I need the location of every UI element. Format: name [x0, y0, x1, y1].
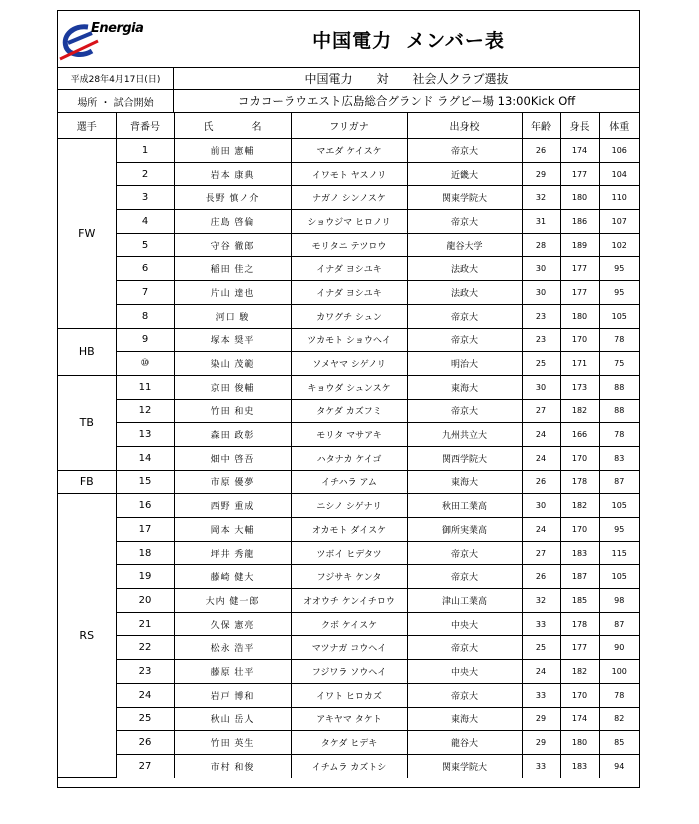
player-number: 1: [116, 139, 174, 163]
player-height: 180: [560, 186, 599, 210]
player-age: 27: [522, 541, 560, 565]
player-height: 166: [560, 423, 599, 447]
player-age: 33: [522, 612, 560, 636]
player-height: 189: [560, 233, 599, 257]
player-school: 帝京大: [407, 636, 522, 660]
player-school: 法政大: [407, 257, 522, 281]
player-age: 23: [522, 304, 560, 328]
player-kana: イワモト ヤスノリ: [291, 162, 407, 186]
table-row: [58, 139, 639, 163]
player-kana: ソメヤマ シゲノリ: [291, 352, 407, 376]
matchup-vs: 対: [376, 72, 389, 86]
player-school: 関東学院大: [407, 754, 522, 777]
player-number: 26: [116, 731, 174, 755]
player-weight: 105: [599, 565, 639, 589]
table-row: [58, 541, 639, 565]
player-age: 29: [522, 707, 560, 731]
player-age: 28: [522, 233, 560, 257]
player-height: 182: [560, 399, 599, 423]
player-name: 竹田 和史: [174, 399, 291, 423]
player-age: 30: [522, 494, 560, 518]
player-number: 18: [116, 541, 174, 565]
player-number: 23: [116, 660, 174, 684]
player-kana: フジサキ ケンタ: [291, 565, 407, 589]
player-age: 26: [522, 139, 560, 163]
player-name: 長野 慎ノ介: [174, 186, 291, 210]
player-name: 京田 俊輔: [174, 375, 291, 399]
player-number: 24: [116, 683, 174, 707]
page-title: [178, 11, 639, 67]
player-kana: イナダ ヨシユキ: [291, 257, 407, 281]
player-name: 河口 駿: [174, 304, 291, 328]
player-weight: 78: [599, 423, 639, 447]
player-height: 170: [560, 328, 599, 352]
player-weight: 87: [599, 612, 639, 636]
player-height: 177: [560, 162, 599, 186]
player-number: 4: [116, 210, 174, 234]
player-weight: 105: [599, 494, 639, 518]
player-number: 5: [116, 233, 174, 257]
player-height: 180: [560, 304, 599, 328]
table-row: [58, 375, 639, 399]
player-school: 御所実業高: [407, 518, 522, 542]
player-kana: オオウチ ケンイチロウ: [291, 589, 407, 613]
player-age: 30: [522, 281, 560, 305]
player-age: 26: [522, 470, 560, 494]
member-sheet: [57, 10, 640, 788]
player-kana: イナダ ヨシユキ: [291, 281, 407, 305]
player-weight: 82: [599, 707, 639, 731]
table-row: [58, 186, 639, 210]
position-group: RS: [58, 494, 116, 778]
player-name: 藤崎 健大: [174, 565, 291, 589]
player-number: 7: [116, 281, 174, 305]
player-weight: 78: [599, 683, 639, 707]
player-weight: 78: [599, 328, 639, 352]
table-row: [58, 210, 639, 234]
player-weight: 83: [599, 446, 639, 470]
player-weight: 105: [599, 304, 639, 328]
table-row: [58, 352, 639, 376]
header-row: [58, 112, 639, 139]
player-name: 竹田 英生: [174, 731, 291, 755]
player-height: 174: [560, 139, 599, 163]
player-name: 片山 達也: [174, 281, 291, 305]
player-school: 中央大: [407, 660, 522, 684]
player-height: 174: [560, 707, 599, 731]
player-weight: 115: [599, 541, 639, 565]
player-kana: アキヤマ タケト: [291, 707, 407, 731]
player-name: 守谷 徹郎: [174, 233, 291, 257]
table-row: [58, 683, 639, 707]
player-name: 塚本 奨平: [174, 328, 291, 352]
player-name: 庄島 啓倫: [174, 210, 291, 234]
position-group: FW: [58, 139, 116, 329]
roster-body: [58, 139, 639, 778]
player-kana: カワグチ シュン: [291, 304, 407, 328]
player-number: 17: [116, 518, 174, 542]
player-weight: 110: [599, 186, 639, 210]
player-number: 22: [116, 636, 174, 660]
player-school: 近畿大: [407, 162, 522, 186]
player-name: 久保 憲亮: [174, 612, 291, 636]
player-number: 21: [116, 612, 174, 636]
player-height: 170: [560, 683, 599, 707]
player-age: 32: [522, 589, 560, 613]
col-height: 身長: [560, 112, 599, 139]
table-row: [58, 612, 639, 636]
player-kana: タケダ ヒデキ: [291, 731, 407, 755]
player-weight: 95: [599, 257, 639, 281]
player-age: 24: [522, 518, 560, 542]
player-school: 中央大: [407, 612, 522, 636]
matchup: [174, 68, 639, 89]
player-weight: 75: [599, 352, 639, 376]
table-row: [58, 565, 639, 589]
player-height: 177: [560, 281, 599, 305]
player-name: 稲田 佳之: [174, 257, 291, 281]
col-name-b: 名: [251, 121, 262, 133]
player-school: 東海大: [407, 375, 522, 399]
player-age: 24: [522, 660, 560, 684]
player-height: 177: [560, 636, 599, 660]
player-weight: 95: [599, 518, 639, 542]
player-age: 29: [522, 162, 560, 186]
position-group: FB: [58, 470, 116, 494]
col-name-a: 氏: [203, 121, 214, 133]
player-number: 27: [116, 754, 174, 777]
player-height: 187: [560, 565, 599, 589]
player-kana: クボ ケイスケ: [291, 612, 407, 636]
matchup-away: 社会人クラブ選抜: [412, 72, 509, 86]
player-name: 大内 健一郎: [174, 589, 291, 613]
player-school: 関西学院大: [407, 446, 522, 470]
player-school: 秋田工業高: [407, 494, 522, 518]
player-weight: 106: [599, 139, 639, 163]
table-row: [58, 470, 639, 494]
venue-value: コカコーラウエスト広島総合グランド ラグビー場 13:00Kick Off: [237, 94, 576, 108]
player-height: 183: [560, 754, 599, 777]
player-name: 森田 政彰: [174, 423, 291, 447]
player-kana: イチムラ カズトシ: [291, 754, 407, 777]
player-age: 25: [522, 636, 560, 660]
player-kana: モリタニ テツロウ: [291, 233, 407, 257]
player-weight: 98: [599, 589, 639, 613]
player-height: 182: [560, 494, 599, 518]
player-name: 岩戸 博和: [174, 683, 291, 707]
player-height: 180: [560, 731, 599, 755]
player-kana: ショウジマ ヒロノリ: [291, 210, 407, 234]
col-number: 背番号: [116, 112, 174, 139]
player-name: 坪井 秀龍: [174, 541, 291, 565]
player-age: 23: [522, 328, 560, 352]
player-number: 19: [116, 565, 174, 589]
player-height: 171: [560, 352, 599, 376]
player-number: 14: [116, 446, 174, 470]
player-age: 29: [522, 731, 560, 755]
player-height: 183: [560, 541, 599, 565]
player-school: 関東学院大: [407, 186, 522, 210]
player-number: 20: [116, 589, 174, 613]
player-weight: 90: [599, 636, 639, 660]
player-school: 帝京大: [407, 399, 522, 423]
player-number: 6: [116, 257, 174, 281]
player-school: 明治大: [407, 352, 522, 376]
col-kana: フリガナ: [291, 112, 407, 139]
player-height: 178: [560, 612, 599, 636]
logo-text: Energia: [91, 21, 144, 36]
player-number: 3: [116, 186, 174, 210]
player-name: 畑中 啓吾: [174, 446, 291, 470]
player-school: 龍谷大: [407, 731, 522, 755]
title-main: 中国電力: [312, 29, 393, 52]
player-height: 177: [560, 257, 599, 281]
player-height: 182: [560, 660, 599, 684]
player-weight: 95: [599, 281, 639, 305]
table-row: [58, 304, 639, 328]
player-weight: 88: [599, 375, 639, 399]
table-row: [58, 518, 639, 542]
col-weight: 体重: [599, 112, 639, 139]
player-kana: ニシノ シゲナリ: [291, 494, 407, 518]
player-kana: ツボイ ヒデタツ: [291, 541, 407, 565]
player-weight: 107: [599, 210, 639, 234]
player-age: 26: [522, 565, 560, 589]
player-school: 帝京大: [407, 304, 522, 328]
player-name: 岡本 大輔: [174, 518, 291, 542]
player-kana: ナガノ シンノスケ: [291, 186, 407, 210]
player-name: 市原 優夢: [174, 470, 291, 494]
player-age: 32: [522, 186, 560, 210]
player-weight: 104: [599, 162, 639, 186]
player-school: 法政大: [407, 281, 522, 305]
title-sub: メンバー表: [406, 29, 505, 52]
player-kana: モリタ マサアキ: [291, 423, 407, 447]
player-school: 帝京大: [407, 328, 522, 352]
player-kana: イチハラ アム: [291, 470, 407, 494]
table-row: [58, 446, 639, 470]
player-number: ⑩: [116, 352, 174, 376]
table-row: [58, 399, 639, 423]
player-kana: タケダ カズフミ: [291, 399, 407, 423]
table-row: [58, 660, 639, 684]
table-row: [58, 636, 639, 660]
table-row: [58, 281, 639, 305]
col-name: [174, 112, 291, 139]
player-name: 西野 重成: [174, 494, 291, 518]
player-age: 24: [522, 423, 560, 447]
player-number: 8: [116, 304, 174, 328]
player-age: 30: [522, 257, 560, 281]
player-number: 15: [116, 470, 174, 494]
player-number: 12: [116, 399, 174, 423]
player-kana: ハタナカ ケイゴ: [291, 446, 407, 470]
player-school: 龍谷大学: [407, 233, 522, 257]
player-number: 25: [116, 707, 174, 731]
match-date: 平成28年4月17日(日): [58, 68, 174, 89]
table-row: [58, 707, 639, 731]
player-kana: ツカモト ショウヘイ: [291, 328, 407, 352]
table-row: [58, 754, 639, 777]
player-kana: フジワラ ソウヘイ: [291, 660, 407, 684]
player-name: 染山 茂範: [174, 352, 291, 376]
player-height: 178: [560, 470, 599, 494]
player-kana: マエダ ケイスケ: [291, 139, 407, 163]
player-height: 173: [560, 375, 599, 399]
player-school: 東海大: [407, 707, 522, 731]
player-school: 帝京大: [407, 139, 522, 163]
player-age: 30: [522, 375, 560, 399]
player-name: 市村 和俊: [174, 754, 291, 777]
energia-logo-icon: [58, 11, 178, 67]
player-kana: マツナガ コウヘイ: [291, 636, 407, 660]
col-position: 選手: [58, 112, 116, 139]
player-name: 藤原 壮平: [174, 660, 291, 684]
player-school: 津山工業高: [407, 589, 522, 613]
player-number: 13: [116, 423, 174, 447]
player-weight: 88: [599, 399, 639, 423]
table-row: [58, 233, 639, 257]
player-kana: イワト ヒロカズ: [291, 683, 407, 707]
player-number: 11: [116, 375, 174, 399]
table-row: [58, 257, 639, 281]
table-row: [58, 328, 639, 352]
player-school: 帝京大: [407, 541, 522, 565]
venue-label: 場所 ・ 試合開始: [58, 90, 174, 112]
player-height: 170: [560, 518, 599, 542]
energia-logo: [58, 11, 178, 67]
player-number: 2: [116, 162, 174, 186]
table-row: [58, 494, 639, 518]
player-weight: 85: [599, 731, 639, 755]
player-age: 33: [522, 754, 560, 777]
player-name: 岩本 康典: [174, 162, 291, 186]
col-age: 年齢: [522, 112, 560, 139]
player-age: 25: [522, 352, 560, 376]
player-weight: 87: [599, 470, 639, 494]
player-number: 16: [116, 494, 174, 518]
player-height: 186: [560, 210, 599, 234]
player-number: 9: [116, 328, 174, 352]
player-school: 帝京大: [407, 565, 522, 589]
player-school: 帝京大: [407, 210, 522, 234]
player-name: 秋山 岳人: [174, 707, 291, 731]
matchup-home: 中国電力: [304, 72, 353, 86]
player-name: 松永 浩平: [174, 636, 291, 660]
player-age: 24: [522, 446, 560, 470]
table-row: [58, 162, 639, 186]
table-row: [58, 423, 639, 447]
player-weight: 102: [599, 233, 639, 257]
player-age: 33: [522, 683, 560, 707]
player-name: 前田 憲輔: [174, 139, 291, 163]
position-group: TB: [58, 375, 116, 470]
table-row: [58, 589, 639, 613]
table-row: [58, 731, 639, 755]
player-weight: 94: [599, 754, 639, 777]
player-height: 185: [560, 589, 599, 613]
player-weight: 100: [599, 660, 639, 684]
player-kana: オカモト ダイスケ: [291, 518, 407, 542]
player-school: 東海大: [407, 470, 522, 494]
col-school: 出身校: [407, 112, 522, 139]
player-kana: キョウダ シュンスケ: [291, 375, 407, 399]
player-age: 31: [522, 210, 560, 234]
player-school: 帝京大: [407, 683, 522, 707]
player-age: 27: [522, 399, 560, 423]
player-school: 九州共立大: [407, 423, 522, 447]
roster-table: [58, 112, 639, 778]
player-height: 170: [560, 446, 599, 470]
position-group: HB: [58, 328, 116, 375]
